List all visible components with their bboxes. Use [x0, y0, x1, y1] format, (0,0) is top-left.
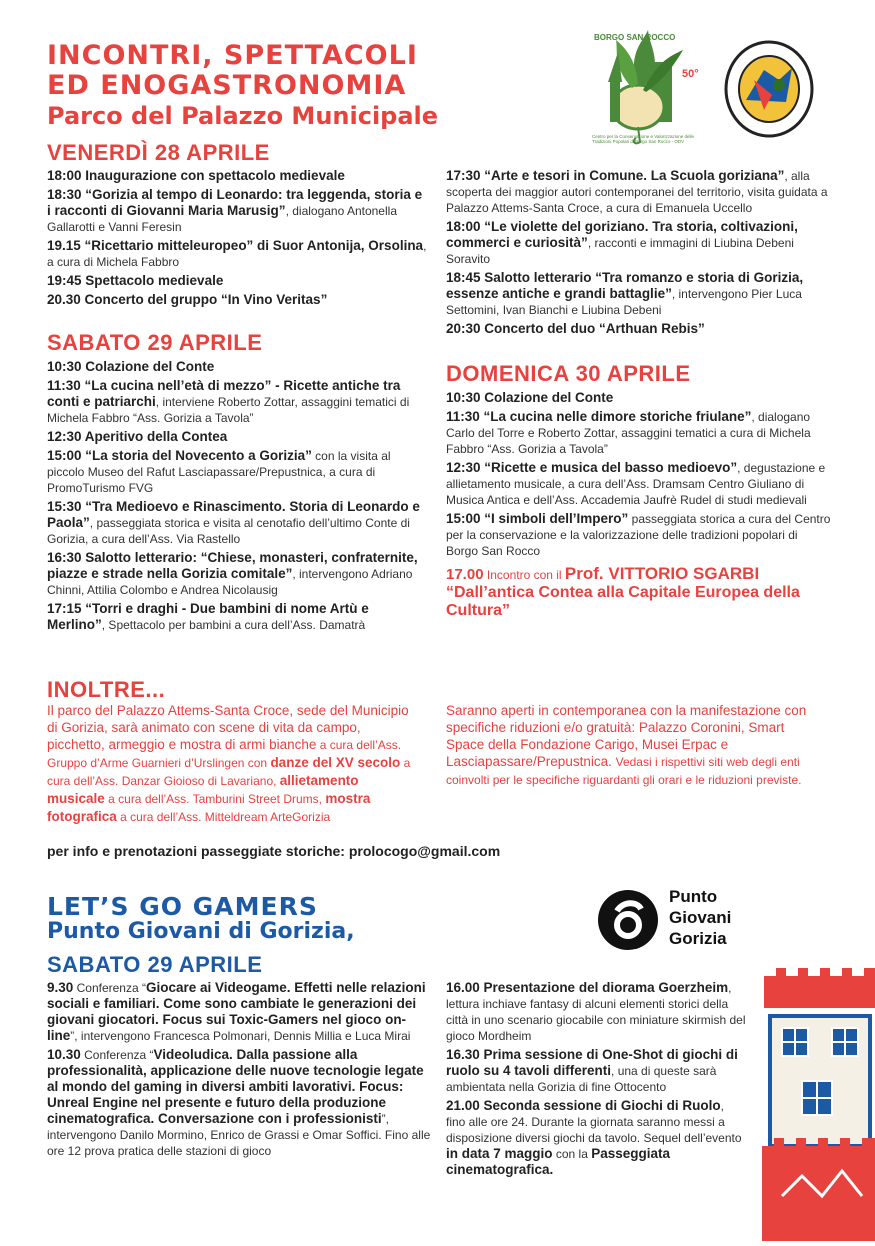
sabato-events — [47, 359, 427, 636]
venerdi-right-event-1: 17:30 “Arte e tesori in Comune. La Scuola goriziana”, alla scoperta dei maggior autori contemporanei del territorio, visita guidata a Palazzo Attems-Santa Croce, a cura di Emanuela Uccello — [446, 168, 828, 215]
domenica-title: DOMENICA 30 APRILE — [446, 361, 691, 386]
venerdi-right-event-3: 18:45 Salotto letterario “Tra romanzo e storia di Gorizia, essenze antiche e grandi battaglie”, intervengono Pier Luca Settomini, Ivan Bianchi e Liubina Debeni — [446, 270, 804, 317]
sabato-title: SABATO 29 APRILE — [47, 330, 263, 355]
punto-giovani-line3: Gorizia — [669, 929, 727, 948]
venerdi-right-event-2: 18:00 “Le violette del goriziano. Tra storia, coltivazioni, commerci e curiosità”, racconti e immagini di Liubina Debeni Soravito — [446, 219, 798, 266]
sabato-event-2: 11:30 “La cucina nell’età di mezzo” - Ricette antiche tra conti e patriarchi, interviene Roberto Zottar, assaggini tematici di Michela Fabbro “Ass. Gorizia a Tavola” — [47, 378, 410, 425]
domenica-event-1: 10:30 Colazione del Conte — [446, 390, 614, 405]
punto-giovani-icon — [597, 889, 659, 951]
gamers-title: LET’S GO GAMERS — [47, 892, 318, 921]
domenica-event-4: 15:00 “I simboli dell’Impero” passeggiata storica a cura del Centro per la conservazione e la valorizzazione delle tradizioni popolari di Borgo San Rocco — [446, 511, 831, 558]
borgo-logo-badge: 50° — [682, 68, 699, 80]
venerdi-event-2: 18:30 “Gorizia al tempo di Leonardo: tra leggenda, storia e i racconti di Giovanni Maria Marusig”, dialogano Antonella Gallarotti e Vanni Feresin — [47, 187, 423, 234]
gamers-left-events — [47, 980, 432, 1162]
domenica-events — [446, 390, 831, 620]
punto-giovani-line2: Giovani — [669, 908, 732, 927]
header-subtitle: Parco del Palazzo Municipale — [47, 102, 439, 130]
gamers-subtitle: Punto Giovani di Gorizia, — [47, 919, 355, 944]
gamers-event-5: 21.00 Seconda sessione di Giochi di Ruolo, fino alle ore 24. Durante la giornata saranno messi a disposizione diversi giochi da tavolo. Sequel dell’evento in data 7 maggio con la Passeggiata cinematografica. — [446, 1098, 742, 1177]
venerdi-events — [47, 168, 427, 311]
inoltre-left: Il parco del Palazzo Attems-Santa Croce, sede del Municipio di Gorizia, sarà animato con scene di vita da campo, picchetto, armeggio e mostra di armi bianche a cura dell’Ass. Gruppo d’Arme Guarnieri d’Urslingen con danze del XV secolo a cura dell’Ass. Danzar Gioioso di Lavariano, allietamento musicale a cura dell’Ass. Tamburini Street Drums, mostra fotografica a cura dell’Ass. Mitteldream ArteGorizia — [47, 703, 411, 824]
proloco-logo-text — [724, 40, 814, 138]
gamers-event-1: 9.30 Conferenza “Giocare ai Videogame. Effetti nelle relazioni sociali e familiari. Come sono cambiate le generazioni dei giovani giocatori. Focus sui Toxic-Gamers nel gioco on-line”, intervengono Francesca Polmonari, Dennis Millia e Luca Mirai — [47, 980, 426, 1043]
sabato-event-7: 17:15 “Torri e draghi - Due bambini di nome Artù e Merlino”, Spettacolo per bambini a cura dell’Ass. Damatrà — [47, 601, 369, 632]
sabato-event-6: 16:30 Salotto letterario: “Chiese, monasteri, confraternite, piazze e strade nella Gorizia comitale”, intervengono Adriano Chinni, Attilia Colombo e Andrea Nicolausig — [47, 550, 418, 597]
inoltre-title: INOLTRE... — [47, 677, 166, 702]
header-title-line1: INCONTRI, SPETTACOLI — [47, 40, 418, 71]
punto-giovani-logo — [597, 886, 757, 956]
venerdi-title: VENERDÌ 28 APRILE — [47, 140, 270, 165]
gamers-right-events — [446, 980, 746, 1181]
castle-icon — [762, 966, 875, 1241]
punto-giovani-line1: Punto — [669, 887, 718, 906]
gamers-event-3: 16.00 Presentazione del diorama Goerzheim, lettura inchiave fantasy di alcuni elementi storici della città in uno scenario giocabile con miniature skirmish del gioco Mordheim — [446, 980, 746, 1043]
sabato-event-1: 10:30 Colazione del Conte — [47, 359, 215, 374]
sgarbi-line: 17.00 Incontro con il Prof. VITTORIO SGARBI — [446, 564, 760, 583]
borgo-logo-caption: Centro per la Conservazione e Valorizzazione delle Tradizioni Popolari di Borgo San Rocco - ODV — [592, 134, 694, 144]
header-title-line2: ED ENOGASTRONOMIA — [47, 70, 407, 101]
inoltre-right: Saranno aperti in contemporanea con la manifestazione con specifiche riduzioni e/o gratuità: Palazzo Coronini, Smart Space della Fondazione Carigo, Musei Erpac e Lasciapassare/Prepustnica. Vedasi i rispettivi siti web degli enti coinvolti per le specifiche riguardanti gli orari e le riduzioni previste. — [446, 703, 807, 787]
venerdi-event-3: 19.15 “Ricettario mitteleuropeo” di Suor Antonija, Orsolina, a cura di Michela Fabbro — [47, 238, 427, 269]
sabato-event-4: 15:00 “La storia del Novecento a Gorizia” con la visita al piccolo Museo del Rafut Lasciapassare/Prepustnica, a cura di PromoTurismo FVG — [47, 448, 391, 495]
venerdi-right-events — [446, 168, 831, 340]
venerdi-event-1: 18:00 Inaugurazione con spettacolo medievale — [47, 168, 345, 183]
gamers-event-4: 16.30 Prima sessione di One-Shot di giochi di ruolo su 4 tavoli differenti, una di queste sarà ambientata nella Gorizia di fine Ottocento — [446, 1047, 738, 1094]
domenica-event-2: 11:30 “La cucina nelle dimore storiche friulane”, dialogano Carlo del Torre e Roberto Zottar, assaggini tematici a cura di Michela Fabbro “Ass. Gorizia a Tavola” — [446, 409, 811, 456]
borgo-logo-text: BORGO SAN ROCCO — [594, 33, 676, 42]
venerdi-event-4: 19:45 Spettacolo medievale — [47, 273, 224, 288]
gamers-day: SABATO 29 APRILE — [47, 952, 263, 977]
venerdi-event-5: 20.30 Concerto del gruppo “In Vino Veritas” — [47, 292, 328, 307]
sabato-event-5: 15:30 “Tra Medioevo e Rinascimento. Storia di Leonardo e Paola”, passeggiata storica e visita al cenotafio dell’ultimo Conte di Gorizia, a cura dell’Ass. Via Rastello — [47, 499, 420, 546]
sabato-event-3: 12:30 Aperitivo della Contea — [47, 429, 228, 444]
castle-illustration — [762, 966, 875, 1241]
sgarbi-title: “Dall’antica Contea alla Capitale Europea della Cultura” — [446, 584, 800, 619]
borgo-san-rocco-logo — [588, 22, 706, 150]
gamers-event-2: 10.30 Conferenza “Videoludica. Dalla passione alla professionalità, applicazione delle nuove tecnologie legate al mondo del gaming in diversi ambiti lavorativi. Focus: Unreal Engine nel presente e futuro della produzione cinematografica. Conversazione con i professionisti”, intervengono Danilo Mormino, Enrico de Grassi e Omar Soffici. Fino alle ore 12 prova pratica delle stazioni di gioco — [47, 1047, 431, 1158]
proloco-logo — [724, 40, 814, 138]
info-line: per info e prenotazioni passeggiate storiche: prolocogo@gmail.com — [47, 843, 501, 859]
venerdi-right-event-4: 20:30 Concerto del duo “Arthuan Rebis” — [446, 321, 705, 336]
domenica-event-3: 12:30 “Ricette e musica del basso medioevo”, degustazione e allietamento musicale, a cura dell’Ass. Dramsam Centro Giuliano di Musica Antica e dell’Ass. Accademia Jaufrè Rudel di studi medievali — [446, 460, 826, 507]
